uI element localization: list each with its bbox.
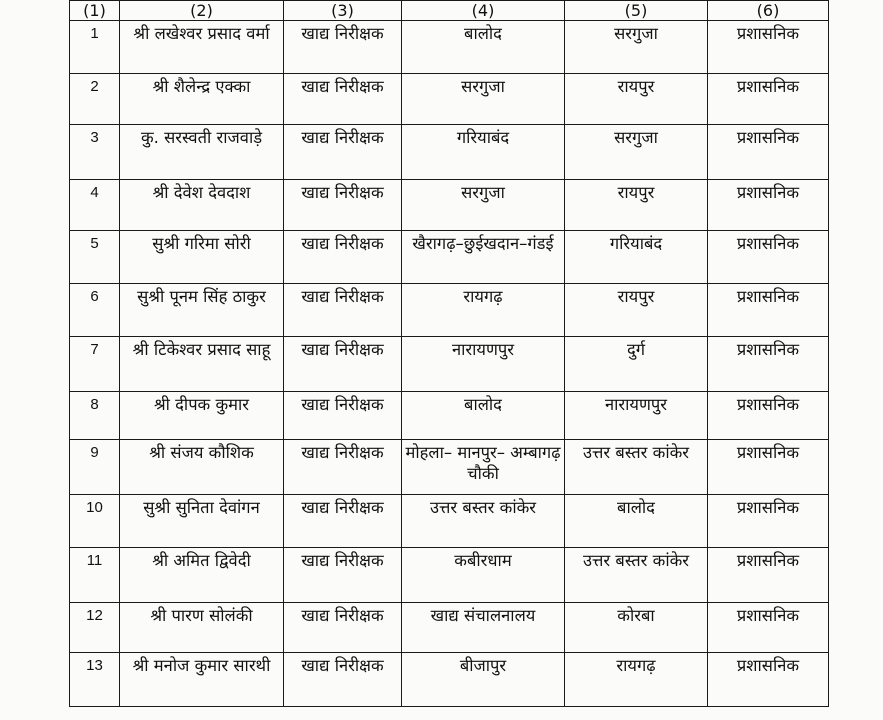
table-row (70, 392, 829, 440)
current-posting-cell: मोहला– मानपुर– अम्बागढ़ चौकी (402, 440, 565, 495)
current-posting-cell: खैरागढ़–छुईखदान–गंडई (402, 231, 565, 284)
designation-cell: खाद्य निरीक्षक (284, 21, 402, 74)
transfer-type-cell: प्रशासनिक (708, 440, 829, 495)
column-header-1: (1) (70, 1, 120, 21)
column-header-5: (5) (565, 1, 708, 21)
employee-name-cell: श्री टिकेश्वर प्रसाद साहू (120, 337, 284, 392)
column-header-6: (6) (708, 1, 829, 21)
employee-name-cell: श्री लखेश्वर प्रसाद वर्मा (120, 21, 284, 74)
current-posting-cell: उत्तर बस्तर कांकेर (402, 495, 565, 548)
designation-cell: खाद्य निरीक्षक (284, 180, 402, 231)
table-row (70, 284, 829, 337)
table-row (70, 337, 829, 392)
serial-number-cell: 9 (70, 440, 120, 495)
current-posting-cell: गरियाबंद (402, 125, 565, 180)
new-posting-cell: बालोद (565, 495, 708, 548)
current-posting-cell: कबीरधाम (402, 548, 565, 603)
employee-name-cell: श्री मनोज कुमार सारथी (120, 653, 284, 707)
designation-cell: खाद्य निरीक्षक (284, 337, 402, 392)
new-posting-cell: रायगढ़ (565, 653, 708, 707)
employee-name-cell: सुश्री गरिमा सोरी (120, 231, 284, 284)
transfer-type-cell: प्रशासनिक (708, 337, 829, 392)
new-posting-cell: सरगुजा (565, 125, 708, 180)
transfer-type-cell: प्रशासनिक (708, 392, 829, 440)
transfer-table (69, 0, 829, 707)
serial-number-cell: 7 (70, 337, 120, 392)
transfer-type-cell: प्रशासनिक (708, 231, 829, 284)
table-row (70, 231, 829, 284)
serial-number-cell: 11 (70, 548, 120, 603)
new-posting-cell: रायपुर (565, 180, 708, 231)
designation-cell: खाद्य निरीक्षक (284, 548, 402, 603)
current-posting-cell: सरगुजा (402, 180, 565, 231)
table-row (70, 180, 829, 231)
new-posting-cell: रायपुर (565, 284, 708, 337)
current-posting-cell: बीजापुर (402, 653, 565, 707)
new-posting-cell: सरगुजा (565, 21, 708, 74)
transfer-type-cell: प्रशासनिक (708, 125, 829, 180)
new-posting-cell: रायपुर (565, 74, 708, 125)
designation-cell: खाद्य निरीक्षक (284, 653, 402, 707)
transfer-type-cell: प्रशासनिक (708, 653, 829, 707)
current-posting-cell: रायगढ़ (402, 284, 565, 337)
transfer-type-cell: प्रशासनिक (708, 284, 829, 337)
designation-cell: खाद्य निरीक्षक (284, 231, 402, 284)
employee-name-cell: श्री शैलेन्द्र एक्का (120, 74, 284, 125)
designation-cell: खाद्य निरीक्षक (284, 495, 402, 548)
serial-number-cell: 13 (70, 653, 120, 707)
new-posting-cell: कोरबा (565, 603, 708, 653)
serial-number-cell: 3 (70, 125, 120, 180)
transfer-type-cell: प्रशासनिक (708, 21, 829, 74)
new-posting-cell: उत्तर बस्तर कांकेर (565, 440, 708, 495)
designation-cell: खाद्य निरीक्षक (284, 440, 402, 495)
serial-number-cell: 12 (70, 603, 120, 653)
new-posting-cell: नारायणपुर (565, 392, 708, 440)
table-row (70, 21, 829, 74)
designation-cell: खाद्य निरीक्षक (284, 284, 402, 337)
table-row (70, 125, 829, 180)
employee-name-cell: सुश्री सुनिता देवांगन (120, 495, 284, 548)
transfer-type-cell: प्रशासनिक (708, 603, 829, 653)
serial-number-cell: 10 (70, 495, 120, 548)
column-header-2: (2) (120, 1, 284, 21)
serial-number-cell: 2 (70, 74, 120, 125)
current-posting-cell: बालोद (402, 392, 565, 440)
table-row (70, 74, 829, 125)
employee-name-cell: श्री संजय कौशिक (120, 440, 284, 495)
serial-number-cell: 5 (70, 231, 120, 284)
transfer-type-cell: प्रशासनिक (708, 74, 829, 125)
current-posting-cell: सरगुजा (402, 74, 565, 125)
table-row (70, 653, 829, 707)
current-posting-cell: खाद्य संचालनालय (402, 603, 565, 653)
employee-name-cell: श्री पारण सोलंकी (120, 603, 284, 653)
designation-cell: खाद्य निरीक्षक (284, 603, 402, 653)
employee-name-cell: सुश्री पूनम सिंह ठाकुर (120, 284, 284, 337)
table-row (70, 548, 829, 603)
new-posting-cell: गरियाबंद (565, 231, 708, 284)
header-row (70, 1, 829, 21)
new-posting-cell: दुर्ग (565, 337, 708, 392)
serial-number-cell: 4 (70, 180, 120, 231)
designation-cell: खाद्य निरीक्षक (284, 74, 402, 125)
transfer-type-cell: प्रशासनिक (708, 180, 829, 231)
transfer-type-cell: प्रशासनिक (708, 548, 829, 603)
serial-number-cell: 6 (70, 284, 120, 337)
serial-number-cell: 8 (70, 392, 120, 440)
table-row (70, 440, 829, 495)
designation-cell: खाद्य निरीक्षक (284, 392, 402, 440)
table-row (70, 495, 829, 548)
current-posting-cell: बालोद (402, 21, 565, 74)
current-posting-cell: नारायणपुर (402, 337, 565, 392)
serial-number-cell: 1 (70, 21, 120, 74)
transfer-type-cell: प्रशासनिक (708, 495, 829, 548)
designation-cell: खाद्य निरीक्षक (284, 125, 402, 180)
column-header-4: (4) (402, 1, 565, 21)
table-row (70, 603, 829, 653)
employee-name-cell: कु. सरस्वती राजवाड़े (120, 125, 284, 180)
employee-name-cell: श्री देवेश देवदाश (120, 180, 284, 231)
new-posting-cell: उत्तर बस्तर कांकेर (565, 548, 708, 603)
column-header-3: (3) (284, 1, 402, 21)
employee-name-cell: श्री दीपक कुमार (120, 392, 284, 440)
employee-name-cell: श्री अमित द्विवेदी (120, 548, 284, 603)
